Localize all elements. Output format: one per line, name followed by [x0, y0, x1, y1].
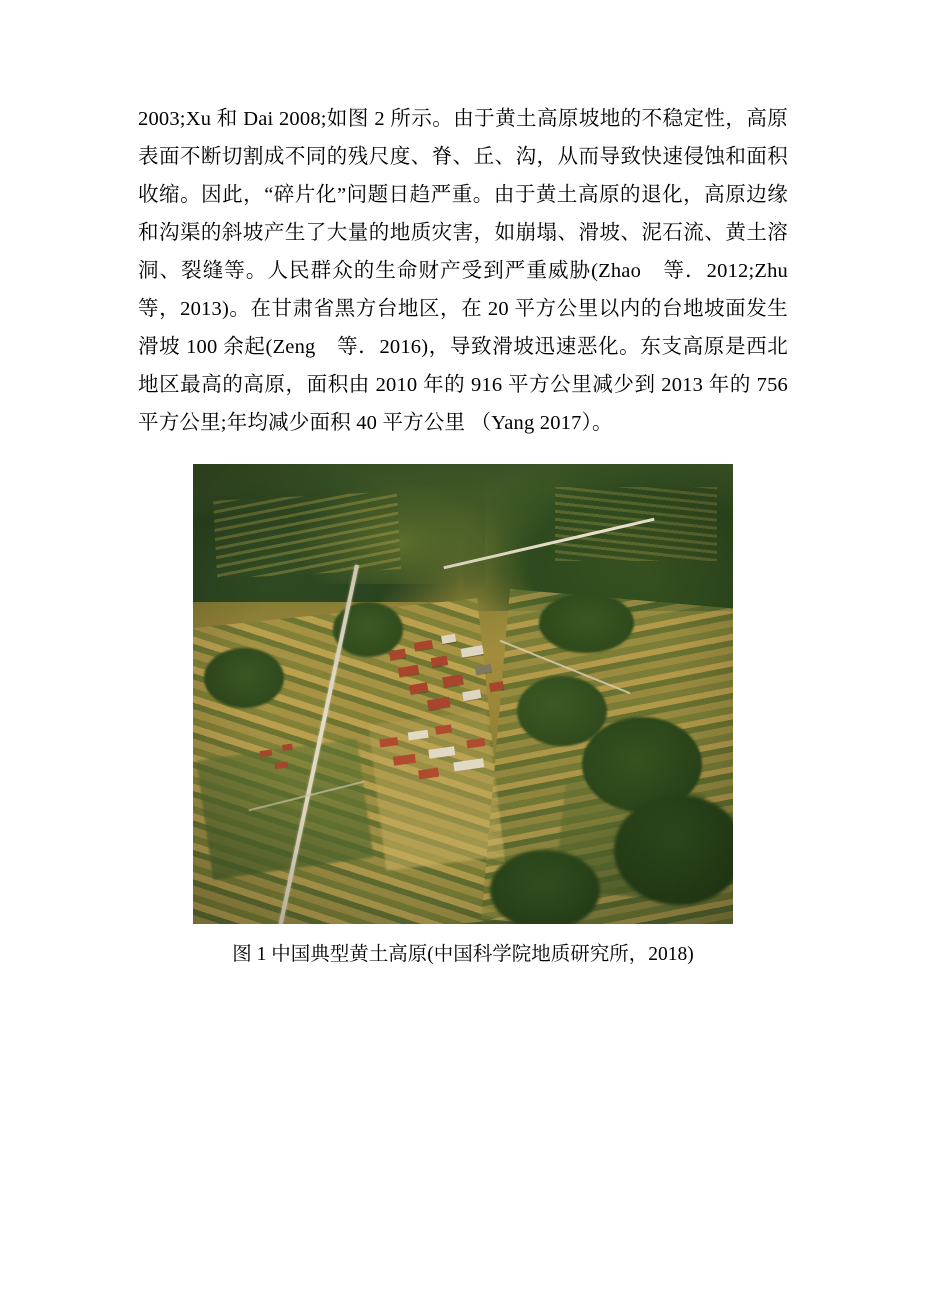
photo-vignette — [193, 464, 733, 924]
body-paragraph: 2003;Xu 和 Dai 2008;如图 2 所示。由于黄土高原坡地的不稳定性，高原表面不断切割成不同的残尺度、脊、丘、沟，从而导致快速侵蚀和面积收缩。因此，“碎片化”问题日趋严重。由于黄土高原的退化，高原边缘和沟渠的斜坡产生了大量的地质灾害，如崩塌、滑坡、泥石流、黄土溶洞、裂缝等。人民群众的生命财产受到严重威胁(Zhao 等．2012;Zhu 等，2013)。在甘肃省黑方台地区，在 20 平方公里以内的台地坡面发生滑坡 100 余起(Zeng 等．2016)，导致滑坡迅速恶化。东支高原是西北地区最高的高原，面积由 2010 年的 916 平方公里减少到 2013 年的 756 平方公里;年均减少面积 40 平方公里 （Yang 2017）。 — [138, 108, 788, 434]
figure-block — [138, 464, 788, 972]
figure-image-aerial-loess-plateau — [193, 464, 733, 924]
figure-caption: 图 1 中国典型黄土高原(中国科学院地质研究所，2018) — [232, 944, 694, 965]
